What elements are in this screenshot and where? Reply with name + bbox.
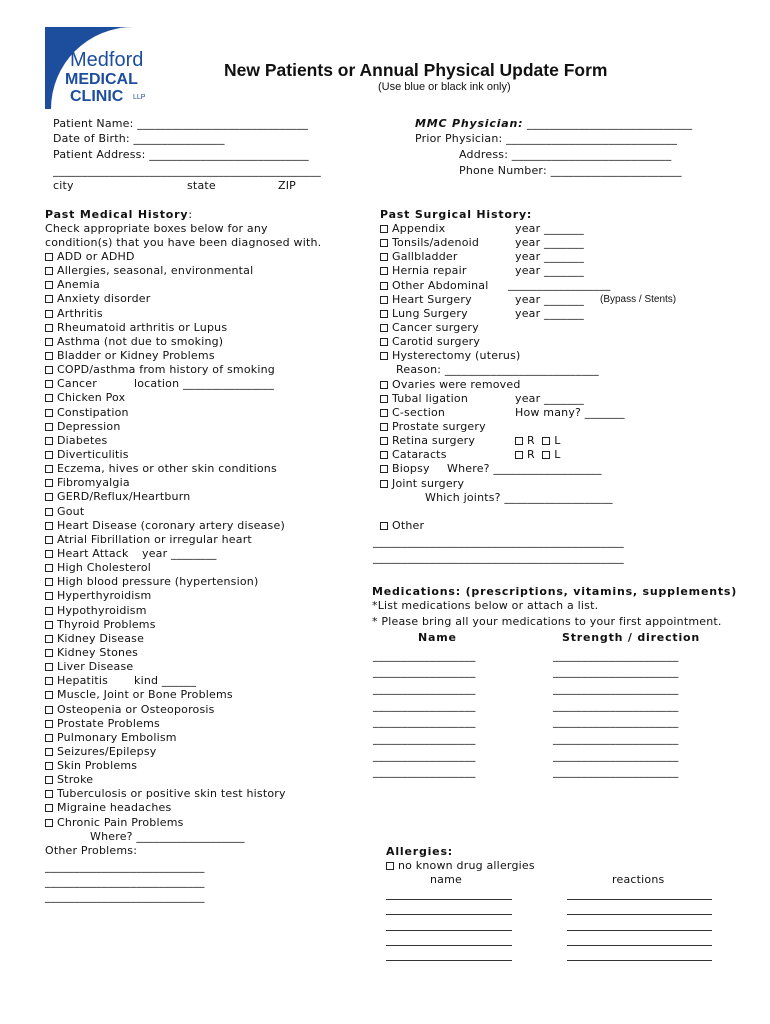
surgical-history-item[interactable] bbox=[380, 477, 521, 491]
surgical-history-item-label: Lung Surgery bbox=[392, 306, 468, 320]
medical-history-item[interactable] bbox=[45, 349, 286, 363]
mmc-physician-blank[interactable]: _____________________________ bbox=[527, 117, 693, 130]
medical-history-item-label: Chronic Pain Problems bbox=[57, 815, 184, 829]
medication-name-blank[interactable]: __________________ bbox=[373, 732, 476, 745]
surgery-year-field[interactable]: year _______ bbox=[515, 391, 584, 405]
medical-history-item-label: Prostate Problems bbox=[57, 716, 160, 730]
medical-history-item-label: Hypothyroidism bbox=[57, 603, 147, 617]
medical-history-item-label: Muscle, Joint or Bone Problems bbox=[57, 688, 233, 702]
medical-history-item[interactable] bbox=[45, 448, 286, 462]
prior-physician-field[interactable]: Prior Physician: ______________________________ bbox=[415, 132, 678, 145]
logo-line-clinic: CLINIC bbox=[70, 88, 124, 105]
allergy-reaction-line[interactable] bbox=[567, 960, 712, 961]
checkbox[interactable] bbox=[45, 380, 53, 388]
surgical-history-item[interactable] bbox=[380, 307, 521, 321]
surgical-history-item-label: Appendix bbox=[392, 222, 446, 235]
checkbox[interactable] bbox=[45, 352, 53, 360]
medical-history-item-label: Eczema, hives or other skin conditions bbox=[57, 462, 277, 476]
allergy-name-line[interactable] bbox=[386, 930, 512, 931]
checkbox[interactable] bbox=[45, 706, 53, 714]
other-problems-label: Other Problems: bbox=[45, 844, 138, 857]
surgical-history-item[interactable] bbox=[380, 321, 521, 335]
allergy-name-line[interactable] bbox=[386, 960, 512, 961]
mmc-physician-field[interactable] bbox=[415, 117, 692, 131]
medical-history-item[interactable] bbox=[45, 604, 286, 618]
medical-history-item-label: Tuberculosis or positive skin test history bbox=[57, 787, 286, 801]
surgical-history-item-label: Retina surgery bbox=[392, 434, 476, 448]
medical-history-item[interactable] bbox=[45, 335, 286, 349]
checkbox[interactable] bbox=[45, 508, 53, 516]
allergy-reaction-line[interactable] bbox=[567, 945, 712, 946]
checkbox[interactable] bbox=[45, 465, 53, 473]
medications-name-header: Name bbox=[418, 631, 457, 644]
surgical-history-item-label: Hernia repair bbox=[392, 264, 467, 278]
medical-history-item[interactable] bbox=[45, 391, 286, 405]
medications-instruction-2: * Please bring all your medications to your first appointment. bbox=[372, 615, 722, 628]
surgical-history-item[interactable] bbox=[380, 335, 521, 349]
checkbox[interactable] bbox=[45, 592, 53, 600]
medical-history-item-label: Anemia bbox=[57, 278, 100, 292]
checkbox[interactable] bbox=[45, 748, 53, 756]
checkbox[interactable] bbox=[45, 819, 53, 827]
checkbox[interactable] bbox=[380, 522, 388, 530]
heart-attack-year-field[interactable]: year ________ bbox=[142, 547, 217, 560]
c-section-how-many-field[interactable]: How many? _______ bbox=[515, 406, 625, 419]
which-joints-field[interactable]: Which joints? ___________________ bbox=[425, 491, 613, 504]
checkbox[interactable] bbox=[45, 734, 53, 742]
physician-address-field[interactable]: Address: ____________________________ bbox=[459, 148, 672, 161]
checkbox[interactable] bbox=[380, 225, 388, 233]
checkbox[interactable] bbox=[380, 324, 388, 332]
allergy-name-line[interactable] bbox=[386, 899, 512, 900]
checkbox[interactable] bbox=[380, 267, 388, 275]
medical-history-item-label: Osteopenia or Osteoporosis bbox=[57, 702, 215, 716]
checkbox[interactable] bbox=[380, 282, 388, 290]
surgical-history-item-label: Ovaries were removed bbox=[392, 377, 521, 391]
medical-history-item[interactable] bbox=[45, 632, 286, 646]
medical-history-item-label: Heart Attack bbox=[57, 546, 129, 560]
medical-history-item[interactable] bbox=[45, 816, 286, 830]
checkbox[interactable] bbox=[45, 649, 53, 657]
medical-history-item[interactable] bbox=[45, 703, 286, 717]
medical-history-item[interactable] bbox=[45, 759, 286, 773]
medical-history-item-label: High Cholesterol bbox=[57, 561, 152, 575]
form-subtitle: (Use blue or black ink only) bbox=[378, 81, 511, 93]
surgical-other-line[interactable]: ____________________________________________ bbox=[373, 535, 624, 548]
form-title: New Patients or Annual Physical Update Form bbox=[224, 60, 608, 80]
surgical-history-item-label: Carotid surgery bbox=[392, 335, 481, 349]
medical-history-item-label: GERD/Reflux/Heartburn bbox=[57, 490, 191, 504]
clinic-logo bbox=[45, 27, 156, 109]
medical-history-list bbox=[45, 250, 286, 830]
surgical-history-item[interactable] bbox=[380, 250, 521, 264]
checkbox[interactable] bbox=[380, 381, 388, 389]
checkbox[interactable] bbox=[380, 480, 388, 488]
checkbox[interactable] bbox=[45, 550, 53, 558]
checkbox[interactable] bbox=[380, 395, 388, 403]
retina-left-checkbox[interactable] bbox=[542, 437, 550, 445]
checkbox[interactable] bbox=[380, 423, 388, 431]
surgical-history-item-label: Other Abdominal bbox=[392, 278, 489, 292]
medical-history-item-label: Constipation bbox=[57, 405, 129, 419]
surgical-history-item[interactable] bbox=[380, 378, 521, 392]
retina-right-checkbox[interactable] bbox=[515, 437, 523, 445]
surgical-history-item[interactable] bbox=[380, 293, 521, 307]
medical-history-item[interactable] bbox=[45, 420, 286, 434]
medications-heading: Medications: (prescriptions, vitamins, supplements) bbox=[372, 585, 738, 598]
checkbox[interactable] bbox=[380, 338, 388, 346]
hysterectomy-reason-field[interactable]: Reason: ___________________________ bbox=[396, 363, 599, 376]
surgical-history-item-label: Joint surgery bbox=[392, 476, 465, 490]
logo-line-medford: Medford bbox=[70, 49, 144, 71]
checkbox[interactable] bbox=[45, 578, 53, 586]
surgical-history-item[interactable] bbox=[380, 264, 521, 278]
surgical-history-item-label: Cancer surgery bbox=[392, 320, 479, 334]
medical-history-item-label: Hyperthyroidism bbox=[57, 589, 152, 603]
cataracts-left-checkbox[interactable] bbox=[542, 451, 550, 459]
surgical-history-item-label: Tonsils/adenoid bbox=[392, 236, 480, 250]
medical-history-item-label: Rheumatoid arthritis or Lupus bbox=[57, 320, 228, 334]
medical-history-item-label: COPD/asthma from history of smoking bbox=[57, 363, 275, 377]
checkbox[interactable] bbox=[45, 409, 53, 417]
surgical-history-heading: Past Surgical History: bbox=[380, 208, 533, 221]
checkbox[interactable] bbox=[45, 338, 53, 346]
logo-line-medical: MEDICAL bbox=[65, 71, 138, 88]
checkbox[interactable] bbox=[45, 790, 53, 798]
checkbox[interactable] bbox=[380, 409, 388, 417]
checkbox[interactable] bbox=[45, 635, 53, 643]
checkbox[interactable] bbox=[45, 720, 53, 728]
no-known-allergies-checkbox[interactable] bbox=[386, 862, 394, 870]
medication-strength-blank[interactable]: ______________________ bbox=[553, 715, 679, 728]
medical-history-item[interactable] bbox=[45, 688, 286, 702]
checkbox[interactable] bbox=[380, 253, 388, 261]
surgical-history-item-label: Cataracts bbox=[392, 448, 447, 462]
medical-history-item-label: Allergies, seasonal, environmental bbox=[57, 264, 254, 278]
checkbox[interactable] bbox=[45, 762, 53, 770]
cancer-location-field[interactable]: location ________________ bbox=[134, 377, 275, 390]
surgical-history-item[interactable] bbox=[380, 279, 521, 293]
medical-history-item-label: Heart Disease (coronary artery disease) bbox=[57, 518, 285, 532]
surgery-year-field[interactable]: year _______ bbox=[515, 292, 584, 306]
medical-history-item[interactable] bbox=[45, 476, 286, 490]
medical-history-item-label: Chicken Pox bbox=[57, 391, 126, 405]
medical-history-item[interactable] bbox=[45, 278, 286, 292]
medication-strength-blank[interactable]: ______________________ bbox=[553, 732, 679, 745]
medical-history-item[interactable] bbox=[45, 575, 286, 589]
surgical-history-item[interactable] bbox=[380, 349, 521, 363]
checkbox[interactable] bbox=[45, 691, 53, 699]
medical-history-item[interactable] bbox=[45, 745, 286, 759]
medical-history-item[interactable] bbox=[45, 292, 286, 306]
patient-name-field[interactable]: Patient Name: ______________________________ bbox=[53, 117, 309, 130]
checkbox[interactable] bbox=[45, 804, 53, 812]
medical-history-item[interactable] bbox=[45, 505, 286, 519]
medical-history-item[interactable] bbox=[45, 717, 286, 731]
physician-phone-field[interactable]: Phone Number: _______________________ bbox=[459, 164, 682, 177]
medical-history-item-label: Fibromyalgia bbox=[57, 476, 130, 490]
medical-history-instructions-2: condition(s) that you have been diagnosed with. bbox=[45, 236, 322, 249]
medical-history-item[interactable] bbox=[45, 731, 286, 745]
medical-history-item-label: Skin Problems bbox=[57, 759, 138, 773]
mmc-physician-label: MMC Physician: bbox=[415, 117, 524, 130]
surgical-history-item[interactable] bbox=[380, 448, 521, 462]
medical-history-item-label: Stroke bbox=[57, 773, 94, 787]
medical-history-item-label: Hepatitis bbox=[57, 674, 109, 688]
checkbox[interactable] bbox=[380, 352, 388, 360]
checkbox[interactable] bbox=[45, 536, 53, 544]
medication-name-blank[interactable]: __________________ bbox=[373, 699, 476, 712]
surgical-history-item-label: Heart Surgery bbox=[392, 292, 472, 306]
medication-strength-blank[interactable]: ______________________ bbox=[553, 682, 679, 695]
patient-address-line2[interactable]: _______________________________________________ bbox=[53, 164, 321, 177]
medical-history-item[interactable] bbox=[45, 561, 286, 575]
surgical-history-item[interactable] bbox=[380, 406, 521, 420]
checkbox[interactable] bbox=[45, 295, 53, 303]
medical-history-item[interactable] bbox=[45, 462, 286, 476]
checkbox[interactable] bbox=[45, 423, 53, 431]
checkbox[interactable] bbox=[380, 465, 388, 473]
checkbox[interactable] bbox=[45, 621, 53, 629]
checkbox[interactable] bbox=[380, 239, 388, 247]
no-known-allergies-option[interactable]: no known drug allergies bbox=[386, 859, 535, 873]
other-problems-line[interactable]: ____________________________ bbox=[45, 890, 205, 903]
allergy-reaction-line[interactable] bbox=[567, 914, 712, 915]
checkbox[interactable] bbox=[45, 493, 53, 501]
allergy-reaction-line[interactable] bbox=[567, 899, 712, 900]
surgical-history-item-label: Prostate surgery bbox=[392, 419, 486, 433]
medical-history-item-label: Asthma (not due to smoking) bbox=[57, 334, 224, 348]
checkbox[interactable] bbox=[45, 310, 53, 318]
medication-name-blank[interactable]: __________________ bbox=[373, 715, 476, 728]
surgical-history-item-label: Tubal ligation bbox=[392, 391, 469, 405]
medical-history-item[interactable] bbox=[45, 434, 286, 448]
surgery-year-field[interactable]: year _______ bbox=[515, 236, 584, 250]
medical-history-item[interactable] bbox=[45, 618, 286, 632]
medication-strength-blank[interactable]: ______________________ bbox=[553, 699, 679, 712]
medical-history-item-label: Depression bbox=[57, 419, 121, 433]
allergy-reaction-line[interactable] bbox=[567, 930, 712, 931]
medication-strength-blank[interactable]: ______________________ bbox=[553, 765, 679, 778]
surgical-history-item[interactable] bbox=[380, 420, 521, 434]
checkbox[interactable] bbox=[380, 437, 388, 445]
medical-history-item[interactable] bbox=[45, 307, 286, 321]
surgery-year-field[interactable]: year _______ bbox=[515, 306, 584, 320]
medication-name-blank[interactable]: __________________ bbox=[373, 765, 476, 778]
checkbox[interactable] bbox=[380, 310, 388, 318]
medical-history-item-label: Cancer bbox=[57, 377, 97, 391]
medication-name-blank[interactable]: __________________ bbox=[373, 749, 476, 762]
allergy-name-line[interactable] bbox=[386, 914, 512, 915]
medical-history-item[interactable] bbox=[45, 589, 286, 603]
checkbox[interactable] bbox=[45, 394, 53, 402]
medical-history-item-label: Gout bbox=[57, 504, 85, 518]
medical-history-item[interactable] bbox=[45, 801, 286, 815]
medical-history-item[interactable] bbox=[45, 660, 286, 674]
checkbox[interactable] bbox=[45, 607, 53, 615]
other-problems-line[interactable]: ____________________________ bbox=[45, 875, 205, 888]
chronic-pain-where-field[interactable]: Where? ___________________ bbox=[90, 830, 245, 843]
checkbox[interactable] bbox=[45, 564, 53, 572]
surgery-year-field[interactable]: year _______ bbox=[515, 264, 584, 278]
allergy-name-line[interactable] bbox=[386, 945, 512, 946]
surgical-history-item-label: Hysterectomy (uterus) bbox=[392, 349, 521, 363]
medication-name-blank[interactable]: __________________ bbox=[373, 665, 476, 678]
checkbox[interactable] bbox=[380, 296, 388, 304]
medication-name-blank[interactable]: __________________ bbox=[373, 649, 476, 662]
medical-history-item[interactable] bbox=[45, 363, 286, 377]
medical-history-item[interactable] bbox=[45, 519, 286, 533]
medical-history-item[interactable] bbox=[45, 264, 286, 278]
surgical-history-item[interactable] bbox=[380, 434, 521, 448]
checkbox[interactable] bbox=[45, 267, 53, 275]
cataracts-side-options: R L bbox=[515, 448, 561, 462]
zip-label: ZIP bbox=[278, 179, 297, 192]
checkbox[interactable] bbox=[45, 324, 53, 332]
medical-history-item-label: Seizures/Epilepsy bbox=[57, 744, 157, 758]
surgical-history-list bbox=[380, 222, 521, 491]
checkbox[interactable] bbox=[45, 451, 53, 459]
medical-history-item-label: Anxiety disorder bbox=[57, 292, 151, 306]
medical-history-item-label: Diabetes bbox=[57, 433, 108, 447]
city-label: city bbox=[53, 179, 74, 192]
surgical-history-item-label: Biopsy bbox=[392, 462, 430, 476]
medical-history-item-label: Kidney Disease bbox=[57, 631, 145, 645]
medication-strength-blank[interactable]: ______________________ bbox=[553, 665, 679, 678]
checkbox[interactable] bbox=[45, 776, 53, 784]
medical-history-item[interactable] bbox=[45, 533, 286, 547]
surgery-year-field[interactable]: year _______ bbox=[515, 250, 584, 264]
medical-history-item-label: Kidney Stones bbox=[57, 645, 139, 659]
medical-history-item[interactable] bbox=[45, 490, 286, 504]
date-of-birth-field[interactable]: Date of Birth: ________________ bbox=[53, 132, 225, 145]
checkbox[interactable] bbox=[45, 522, 53, 530]
bypass-stents-note: (Bypass / Stents) bbox=[600, 294, 677, 305]
medications-strength-header: Strength / direction bbox=[562, 631, 701, 644]
checkbox[interactable] bbox=[45, 437, 53, 445]
state-label: state bbox=[187, 179, 216, 192]
allergies-reactions-header: reactions bbox=[612, 873, 665, 886]
medical-history-item-label: Diverticulitis bbox=[57, 447, 129, 461]
medical-history-item-label: Liver Disease bbox=[57, 660, 134, 674]
surgery-year-field[interactable]: year _______ bbox=[515, 222, 584, 235]
medical-history-item-label: Thyroid Problems bbox=[57, 617, 156, 631]
other-abdominal-line[interactable]: __________________ bbox=[508, 278, 611, 291]
logo-suffix: LLP bbox=[133, 94, 146, 101]
checkbox[interactable] bbox=[45, 479, 53, 487]
cataracts-right-checkbox[interactable] bbox=[515, 451, 523, 459]
surgical-history-item[interactable] bbox=[380, 222, 521, 236]
checkbox[interactable] bbox=[45, 366, 53, 374]
medical-history-item-label: Arthritis bbox=[57, 306, 103, 320]
medical-history-item[interactable] bbox=[45, 773, 286, 787]
checkbox[interactable] bbox=[45, 677, 53, 685]
medical-history-item-label: High blood pressure (hypertension) bbox=[57, 575, 259, 589]
checkbox[interactable] bbox=[380, 451, 388, 459]
hepatitis-kind-field[interactable]: kind ______ bbox=[134, 674, 197, 687]
retina-side-options: R L bbox=[515, 434, 561, 448]
medical-history-item[interactable] bbox=[45, 646, 286, 660]
medication-strength-blank[interactable]: ______________________ bbox=[553, 649, 679, 662]
other-problems-line[interactable]: ____________________________ bbox=[45, 860, 205, 873]
medication-name-blank[interactable]: __________________ bbox=[373, 682, 476, 695]
medical-history-item[interactable] bbox=[45, 406, 286, 420]
surgical-other-item[interactable]: Other bbox=[380, 519, 424, 533]
surgical-history-item[interactable] bbox=[380, 236, 521, 250]
medication-strength-blank[interactable]: ______________________ bbox=[553, 749, 679, 762]
surgical-history-item[interactable] bbox=[380, 392, 521, 406]
checkbox[interactable] bbox=[45, 281, 53, 289]
medical-history-item[interactable] bbox=[45, 250, 286, 264]
medical-history-instructions-1: Check appropriate boxes below for any bbox=[45, 222, 268, 235]
surgical-other-line[interactable]: ____________________________________________ bbox=[373, 551, 624, 564]
biopsy-where-field[interactable]: Where? ___________________ bbox=[447, 462, 602, 475]
allergies-heading: Allergies: bbox=[386, 845, 453, 858]
medical-history-item-label: ADD or ADHD bbox=[57, 250, 135, 263]
medications-instruction-1: *List medications below or attach a list. bbox=[372, 599, 599, 612]
medical-history-item-label: Migraine headaches bbox=[57, 801, 172, 815]
medical-history-item-label: Pulmonary Embolism bbox=[57, 730, 177, 744]
medical-history-item[interactable] bbox=[45, 321, 286, 335]
medical-history-item-label: Bladder or Kidney Problems bbox=[57, 348, 215, 362]
checkbox[interactable] bbox=[45, 663, 53, 671]
surgical-history-item-label: Gallbladder bbox=[392, 250, 458, 264]
allergies-name-header: name bbox=[430, 873, 462, 886]
medical-history-heading: Past Medical History: bbox=[45, 208, 193, 221]
medical-history-item-label: Atrial Fibrillation or irregular heart bbox=[57, 532, 252, 546]
patient-address-field[interactable]: Patient Address: ____________________________ bbox=[53, 148, 309, 161]
surgical-history-item-label: C-section bbox=[392, 405, 446, 419]
medical-history-item[interactable] bbox=[45, 787, 286, 801]
checkbox[interactable] bbox=[45, 253, 53, 261]
